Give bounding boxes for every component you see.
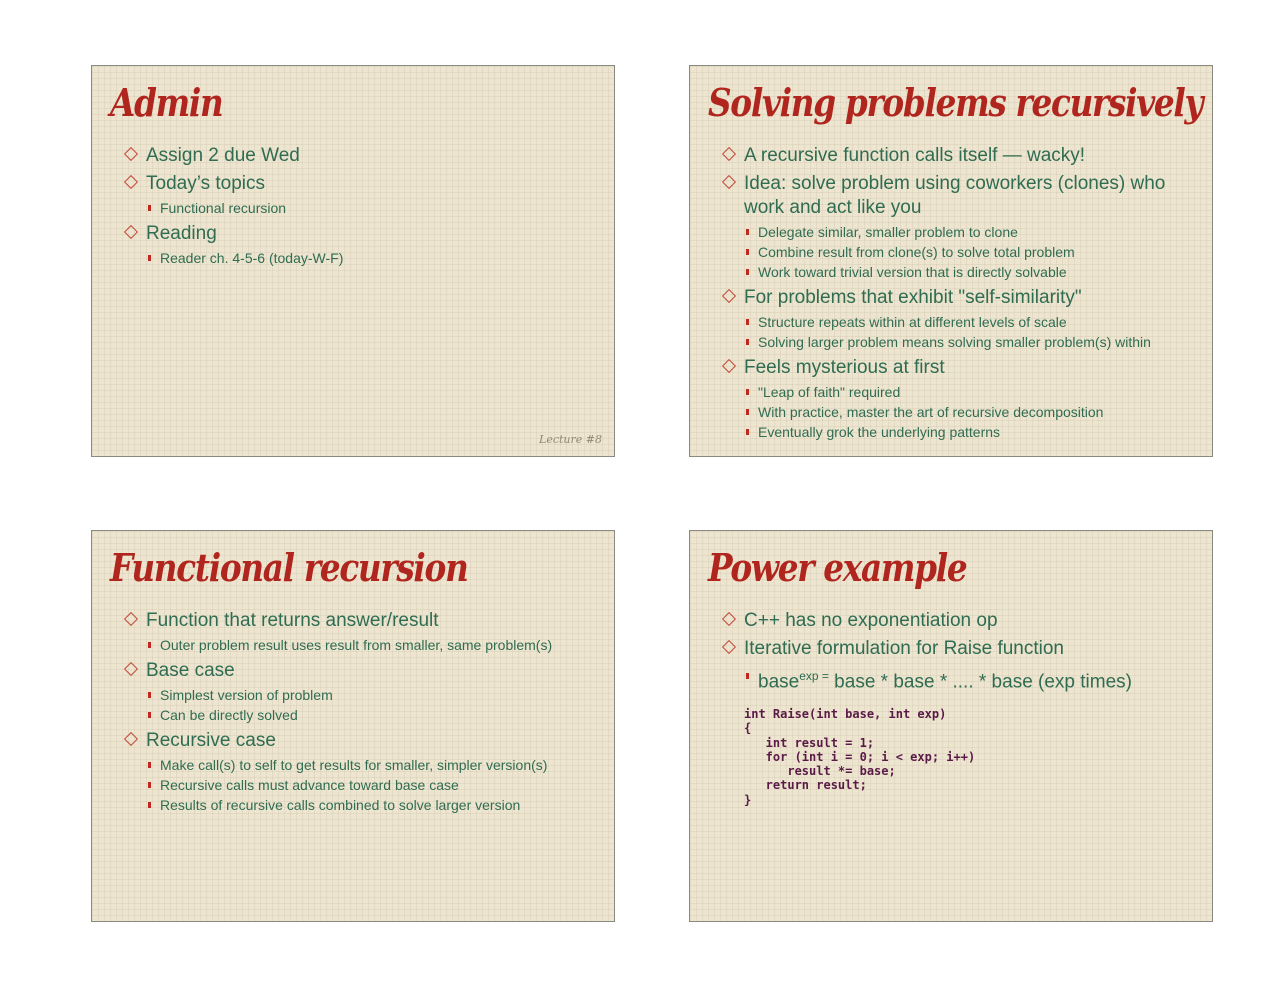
bullet-item: For problems that exhibit "self-similarity" Structure repeats within at different levels of scale Solving larger problem means solving smaller problem(s) within [722,286,1198,352]
sub-bullet-item: Results of recursive calls combined to solve larger version [146,795,600,815]
square-bullet-icon [148,762,151,768]
diamond-bullet-icon [124,175,138,189]
bullet-item: Iterative formulation for Raise function base$^{exp =}$ base * base * .... * base (exp times) [722,637,1198,695]
sub-bullet-item: Solving larger problem means solving smaller problem(s) within [744,332,1198,352]
diamond-bullet-icon [722,147,736,161]
sub-bullet-item: "Leap of faith" required [744,382,1198,402]
sub-bullet-item: Can be directly solved [146,705,600,725]
bullet-item: Feels mysterious at first "Leap of faith" required With practice, master the art of recursive decomposition Eventually grok the underlying patterns [722,356,1198,442]
bullet-list [722,609,1198,699]
square-bullet-icon [746,319,749,325]
diamond-bullet-icon [722,289,736,303]
square-bullet-icon [148,205,151,211]
square-bullet-icon [746,339,749,345]
sub-bullet-item: Reader ch. 4-5-6 (today-W-F) [146,248,600,268]
diamond-bullet-icon [124,612,138,626]
bullet-item: Idea: solve problem using coworkers (clones) who work and act like you Delegate similar, smaller problem to clone Combine result from clone(s) to solve total problem Work toward trivial version that is directly solvable [722,172,1198,282]
slide-title: Power example [708,545,967,590]
sub-bullet-item: Combine result from clone(s) to solve total problem [744,242,1198,262]
sub-bullet-item: Structure repeats within at different levels of scale [744,312,1198,332]
square-bullet-icon [148,712,151,718]
bullet-item: Recursive case Make call(s) to self to get results for smaller, simpler version(s) Recursive calls must advance toward base case Results of recursive calls combined to solve larger version [124,729,600,815]
sub-bullet-item: Simplest version of problem [146,685,600,705]
formula-superscript: exp = [799,669,829,683]
code-block: int Raise(int base, int exp) { int result = 1; for (int i = 0; i < exp; i++) result *= base; return result; } [744,707,976,807]
square-bullet-icon [746,673,749,679]
bullet-item: C++ has no exponentiation op [722,609,1198,633]
slide-power-example [689,530,1213,922]
bullet-item: Reading Reader ch. 4-5-6 (today-W-F) [124,222,600,268]
bullet-item: Base case Simplest version of problem Can be directly solved [124,659,600,725]
slide-footer: Lecture #8 [539,433,602,446]
square-bullet-icon [746,229,749,235]
slide-title: Functional recursion [110,545,468,590]
slide-title: Admin [110,80,223,125]
square-bullet-icon [746,389,749,395]
sub-bullet-item: With practice, master the art of recursive decomposition [744,402,1198,422]
square-bullet-icon [148,255,151,261]
bullet-list [124,609,600,819]
square-bullet-icon [148,782,151,788]
diamond-bullet-icon [722,612,736,626]
bullet-item: A recursive function calls itself — wacky! [722,144,1198,168]
square-bullet-icon [746,249,749,255]
formula-bullet: base$^{exp =}$ base * base * .... * base (exp times) [744,663,1198,695]
sub-bullet-item: Outer problem result uses result from smaller, same problem(s) [146,635,600,655]
diamond-bullet-icon [722,359,736,373]
bullet-item: Today’s topics Functional recursion [124,172,600,218]
square-bullet-icon [148,692,151,698]
square-bullet-icon [148,642,151,648]
diamond-bullet-icon [722,175,736,189]
slide-solving-recursively [689,65,1213,457]
square-bullet-icon [148,802,151,808]
sub-bullet-item: Recursive calls must advance toward base case [146,775,600,795]
bullet-item: Assign 2 due Wed [124,144,600,168]
slide-functional-recursion [91,530,615,922]
slide-admin [91,65,615,457]
bullet-list [124,144,600,272]
diamond-bullet-icon [722,640,736,654]
bullet-list [722,144,1198,446]
diamond-bullet-icon [124,147,138,161]
sub-bullet-item: Delegate similar, smaller problem to clone [744,222,1198,242]
square-bullet-icon [746,429,749,435]
slide-title: Solving problems recursively [708,80,1203,125]
sub-bullet-item: Eventually grok the underlying patterns [744,422,1198,442]
square-bullet-icon [746,269,749,275]
sub-bullet-item: Work toward trivial version that is directly solvable [744,262,1198,282]
square-bullet-icon [746,409,749,415]
diamond-bullet-icon [124,732,138,746]
diamond-bullet-icon [124,662,138,676]
diamond-bullet-icon [124,225,138,239]
sub-bullet-item: Make call(s) to self to get results for smaller, simpler version(s) [146,755,600,775]
bullet-item: Function that returns answer/result Outer problem result uses result from smaller, same problem(s) [124,609,600,655]
sub-bullet-item: Functional recursion [146,198,600,218]
